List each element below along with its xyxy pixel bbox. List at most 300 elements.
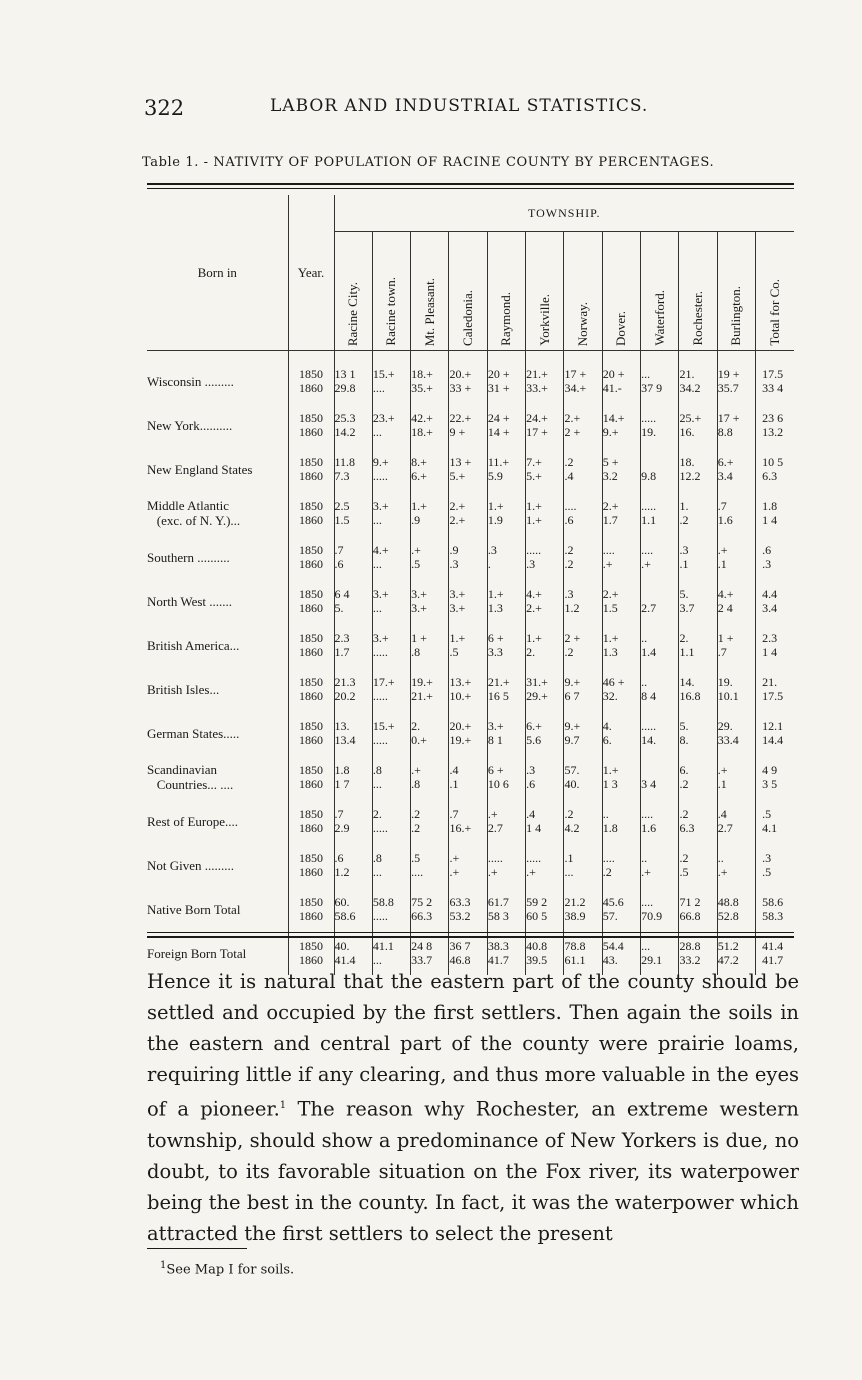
column-header-label: Caledonia. [460,290,476,346]
cell-value: 4.+ [372,543,389,557]
cell-value: 6. [679,763,689,777]
table-cell [449,447,487,491]
cell-value: 39.5 [526,953,548,967]
table-cell [449,755,487,799]
table-cell [564,491,602,535]
cell-value: .7 [717,645,727,659]
table-cell [372,887,410,931]
table-cell [679,711,717,755]
cell-value: 38.3 [487,939,509,953]
year-value: 1850 [299,939,323,953]
column-header [411,232,449,351]
table-cell [449,799,487,843]
cell-value: 20.2 [334,689,356,703]
table-cell [372,667,410,711]
cell-value: .. [641,675,648,689]
cell-value: 14.2 [334,425,356,439]
table-cell [526,403,564,447]
table-cell [487,667,525,711]
table-row [147,623,794,667]
cell-value: 61.1 [564,953,586,967]
cell-value: 11.+ [487,455,510,469]
cell-value: 57. [602,909,618,923]
cell-value: 5.+ [526,469,542,483]
cell-value: 29.+ [526,689,548,703]
cell-value: .+ [411,763,421,777]
cell-value: 58 3 [487,909,509,923]
cell-value: 3.+ [411,601,427,615]
cell-value: 7.+ [526,455,542,469]
cell-value: 8.+ [411,455,427,469]
table-cell [526,351,564,404]
column-header-label: Racine town. [383,277,399,346]
column-header [602,232,640,351]
row-years [288,491,334,535]
cell-value: 14 + [487,425,510,439]
row-label: Rest of Europe.... [147,799,288,843]
cell-value: 21. [762,675,778,689]
cell-value: 3.+ [372,631,389,645]
table-cell [411,755,449,799]
cell-value: .2 [679,807,689,821]
cell-value: 52.8 [717,909,739,923]
cell-value: .. [641,631,648,645]
cell-value: .3 [762,557,772,571]
cell-value: 16 5 [487,689,509,703]
cell-value: 6.+ [411,469,427,483]
cell-value: 60. [334,895,350,909]
cell-value: 38.9 [564,909,586,923]
cell-value: .4 [564,469,574,483]
cell-value: 13. [334,719,350,733]
cell-value: 41.7 [487,953,509,967]
cell-value: 17.5 [762,689,784,703]
table-row [147,535,794,579]
cell-value: 14.4 [762,733,784,747]
year-value: 1860 [299,513,323,527]
cell-value: 1.8 [762,499,778,513]
cell-value: 1.1 [641,513,657,527]
cell-value: 4 9 [762,763,778,777]
cell-value: 3.4 [762,601,778,615]
table-row [147,491,794,535]
cell-value: .2 [564,645,574,659]
table-cell [334,403,372,447]
table-cell [756,667,794,711]
row-years [288,623,334,667]
cell-value: 37 9 [641,381,663,395]
table-cell [449,535,487,579]
cell-value: 1 + [717,631,734,645]
table-cell [717,887,755,931]
cell-value: 4.+ [717,587,734,601]
table-cell [334,667,372,711]
cell-value: 14.+ [602,411,625,425]
cell-value: .... [641,807,654,821]
cell-value: 1 4 [526,821,542,835]
table-cell [602,403,640,447]
cell-value: .+ [717,763,728,777]
table-cell [602,351,640,404]
cell-value: ... [372,777,382,791]
table-cell [411,799,449,843]
cell-value: 1.7 [602,513,618,527]
cell-value: .+ [717,865,728,879]
cell-value: ..... [641,719,657,733]
cell-value: 17.5 [762,367,784,381]
table-cell [679,887,717,931]
cell-value: ..... [641,411,657,425]
cell-value: 12.2 [679,469,701,483]
table-cell [641,799,679,843]
table-cell [487,799,525,843]
cell-value: 20 + [487,367,510,381]
cell-value: .5 [411,557,421,571]
cell-value: 2. [411,719,421,733]
cell-value: .9 [449,543,459,557]
table-cell [449,667,487,711]
cell-value: 53.2 [449,909,471,923]
cell-value: 13 + [449,455,472,469]
cell-value: .5 [762,807,772,821]
year-value: 1850 [299,455,323,469]
table-cell [372,799,410,843]
cell-value: 1. [679,499,689,513]
cell-value: 0.+ [411,733,427,747]
cell-value: 36 7 [449,939,471,953]
cell-value: 4.2 [564,821,580,835]
table-row [147,579,794,623]
cell-value: .6 [526,777,536,791]
table-cell [756,447,794,491]
table-cell [372,535,410,579]
cell-value: 63.3 [449,895,471,909]
table-cell [564,887,602,931]
table-cell [449,351,487,404]
cell-value: 29.1 [641,953,663,967]
table-cell [487,447,525,491]
header-township: TOWNSHIP. [334,195,794,232]
table-cell [564,667,602,711]
cell-value: 71 2 [679,895,701,909]
table-cell [564,799,602,843]
table-cell [717,579,755,623]
table-cell [602,667,640,711]
table-cell [602,491,640,535]
footnote-text: See Map I for soils. [166,1262,295,1278]
cell-value: 18.+ [411,425,433,439]
cell-value: .... [602,543,615,557]
table-cell [717,755,755,799]
table-cell [564,711,602,755]
table-row [147,887,794,931]
table-cell [602,887,640,931]
column-header [372,232,410,351]
cell-value: 42.+ [411,411,433,425]
table-cell [411,579,449,623]
cell-value: 13.+ [449,675,472,689]
cell-value: 9.+ [602,425,619,439]
row-years [288,667,334,711]
cell-value: 25.3 [334,411,356,425]
cell-value: .... [602,851,615,865]
cell-value: 5. [334,601,344,615]
table-cell [372,711,410,755]
cell-value: .3 [679,543,689,557]
table-cell [449,403,487,447]
cell-value: .. [641,851,648,865]
cell-value: ..... [372,909,388,923]
body-paragraph [147,966,799,1249]
cell-value: 9.7 [564,733,580,747]
cell-value: ... [641,367,651,381]
table-cell [641,403,679,447]
cell-value: 10 5 [762,455,784,469]
cell-value: ..... [641,499,657,513]
cell-value: 61.7 [487,895,509,909]
cell-value: .+ [487,865,498,879]
cell-value: 1.6 [641,821,657,835]
cell-value: 32. [602,689,618,703]
cell-value: 6 4 [334,587,350,601]
cell-value: 4.+ [526,587,542,601]
cell-value: 57. [564,763,580,777]
cell-value: 3.+ [372,587,389,601]
table-cell [602,579,640,623]
cell-value: 20.+ [449,719,472,733]
table-cell [641,667,679,711]
cell-value: 66.3 [411,909,433,923]
cell-value: 2.+ [564,411,581,425]
column-header [756,232,794,351]
cell-value: 1.3 [602,645,618,659]
table-cell [679,535,717,579]
column-header [641,232,679,351]
cell-value: 41.4 [762,939,784,953]
table-cell [526,755,564,799]
year-value: 1850 [299,411,323,425]
cell-value: .2 [564,543,574,557]
table-cell [526,447,564,491]
table-cell [756,579,794,623]
year-value: 1850 [299,895,323,909]
cell-value: 13.4 [334,733,356,747]
cell-value: .2 [679,851,689,865]
table-row [147,843,794,887]
table-cell [334,579,372,623]
cell-value: ..... [372,733,388,747]
cell-value: 3.3 [487,645,503,659]
cell-value: 3.7 [679,601,695,615]
cell-value: 1.8 [334,763,350,777]
cell-value: 1.5 [334,513,350,527]
cell-value: 1.8 [602,821,618,835]
cell-value: .3 [449,557,459,571]
cell-value: ... [564,865,574,879]
table-cell [564,755,602,799]
table-cell [602,447,640,491]
table-cell [717,843,755,887]
cell-value: .3 [564,587,574,601]
cell-value: ..... [526,851,542,865]
cell-value: 66.8 [679,909,701,923]
cell-value: 41.7 [762,953,784,967]
year-value: 1850 [299,367,323,381]
table-top-rule [147,183,794,185]
cell-value: 43. [602,953,618,967]
row-label: Wisconsin ......... [147,351,288,404]
cell-value: 1.+ [602,763,619,777]
table-cell [564,579,602,623]
cell-value: 33.2 [679,953,701,967]
cell-value: .... [641,543,654,557]
year-value: 1850 [299,763,323,777]
column-header-label: Burlington. [728,286,744,346]
year-value: 1860 [299,821,323,835]
cell-value: .6 [334,557,344,571]
table-cell [641,579,679,623]
table-cell [756,491,794,535]
cell-value: 5.+ [449,469,466,483]
row-label: New England States [147,447,288,491]
cell-value: 23 6 [762,411,784,425]
cell-value: 58.6 [334,909,356,923]
cell-value: 15.+ [372,719,395,733]
cell-value: .+ [487,807,498,821]
table-cell [487,843,525,887]
cell-value: 3.4 [717,469,733,483]
table-cell [526,843,564,887]
cell-value: 58.8 [372,895,394,909]
table-row [147,711,794,755]
cell-value: 17 + [717,411,740,425]
cell-value: 18.+ [411,367,433,381]
cell-value: 2 + [564,631,581,645]
column-header-label: Total for Co. [767,279,783,346]
table-cell [449,711,487,755]
table-cell [334,799,372,843]
body-text-continued: The reason why Rochester, an extreme western township, should show a predominance of New Yorkers is due, no doubt, to its favorable situation on the Fox river, its waterpower being the best in the county. In fact, it was the waterpower which attracted the first settlers to select the present [147,1097,799,1245]
cell-value: 2.9 [334,821,350,835]
table-top-rule-thin [147,188,794,189]
cell-value: .+ [526,865,536,879]
table-cell [526,799,564,843]
table-cell [756,843,794,887]
table-cell [411,887,449,931]
year-value: 1860 [299,953,323,967]
table-cell [641,535,679,579]
cell-value: 41.- [602,381,622,395]
cell-value: .1 [679,557,689,571]
cell-value: 29.8 [334,381,356,395]
cell-value: 2.+ [449,513,466,527]
year-value: 1850 [299,807,323,821]
cell-value: .2 [679,513,689,527]
cell-value: 2 4 [717,601,733,615]
cell-value: ... [372,425,382,439]
table-cell [334,491,372,535]
cell-value: 1.2 [564,601,580,615]
cell-value: 21.+ [487,675,510,689]
year-value: 1860 [299,381,323,395]
cell-value: 2 + [564,425,581,439]
cell-value: 19.+ [449,733,472,747]
table-cell [449,491,487,535]
table-cell [641,755,679,799]
table-bottom-rule-thick [147,936,794,938]
cell-value: 33.+ [526,381,548,395]
table-cell [372,351,410,404]
table-cell [679,755,717,799]
table-row [147,351,794,404]
cell-value: 34.+ [564,381,587,395]
row-years [288,843,334,887]
cell-value: 2.+ [449,499,466,513]
table-cell [717,403,755,447]
cell-value: 46 + [602,675,625,689]
cell-value: 3 4 [641,777,657,791]
table-cell [756,403,794,447]
cell-value [641,763,678,777]
cell-value: 15.+ [372,367,395,381]
table-cell [372,843,410,887]
cell-value: 9.+ [372,455,389,469]
table-cell [602,623,640,667]
page-number: 322 [144,96,185,120]
table-cell [334,351,372,404]
cell-value: 4.4 [762,587,778,601]
table-row [147,799,794,843]
cell-value: 2. [526,645,536,659]
cell-value: 6.3 [679,821,695,835]
table-cell [334,755,372,799]
cell-value: 2.+ [526,601,542,615]
table-cell [717,667,755,711]
table-cell [487,535,525,579]
column-header-label: Yorkville. [536,294,552,346]
table-cell [717,447,755,491]
row-years [288,887,334,931]
cell-value: 6.3 [762,469,778,483]
cell-value: .. [602,807,609,821]
cell-value: 24 + [487,411,510,425]
cell-value: 18. [679,455,695,469]
cell-value: .7 [334,543,344,557]
cell-value: .2 [411,807,421,821]
cell-value: 6 7 [564,689,580,703]
table-cell [679,843,717,887]
cell-value: 3 5 [762,777,778,791]
table-cell [526,711,564,755]
cell-value: 54.4 [602,939,624,953]
cell-value: 45.6 [602,895,624,909]
cell-value: ... [372,953,382,967]
cell-value: ..... [372,689,388,703]
table-bottom-rule [147,932,794,933]
cell-value: 1 4 [762,513,778,527]
table-cell [372,491,410,535]
cell-value: 59 2 [526,895,548,909]
cell-value: 1.+ [526,499,542,513]
cell-value: .1 [449,777,459,791]
cell-value: 2.5 [334,499,350,513]
cell-value: 14. [641,733,657,747]
cell-value: 1.1 [679,645,695,659]
cell-value: .5 [449,645,459,659]
cell-value: .2 [564,807,574,821]
cell-value: 1.+ [449,631,466,645]
cell-value: 19. [641,425,657,439]
